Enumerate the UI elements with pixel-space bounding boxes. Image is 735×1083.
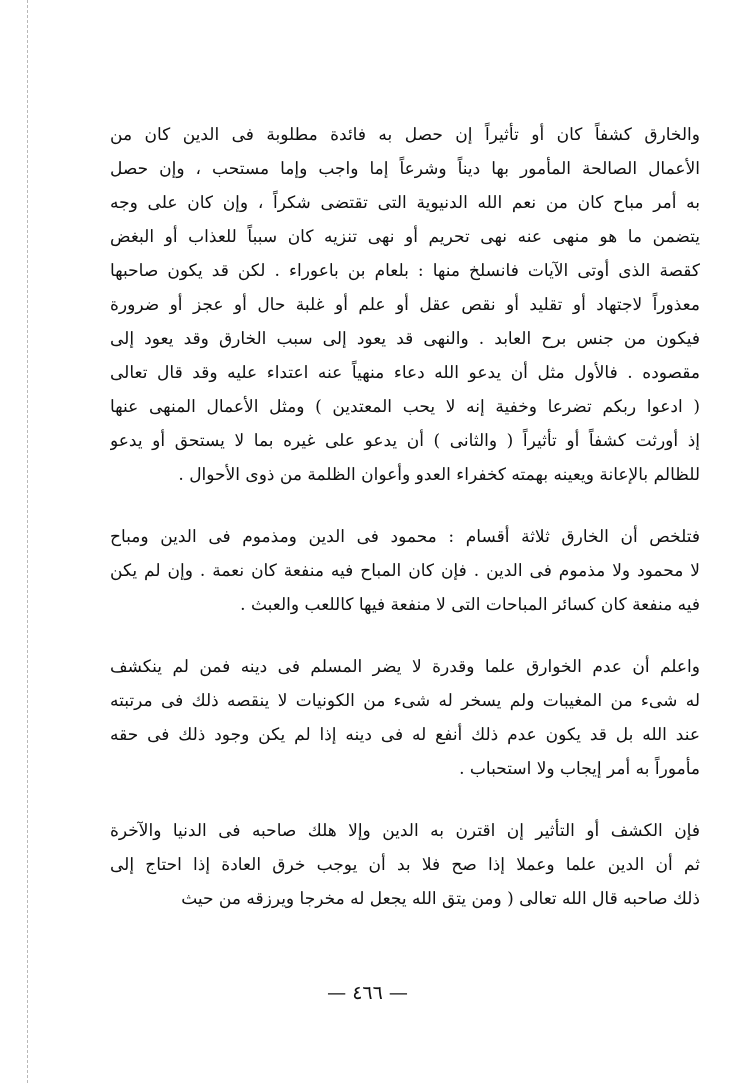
paragraph-gap: [110, 622, 700, 650]
text-line: فيه منفعة كان كسائر المباحات التى لا منفعة فيها كاللعب والعبث .: [240, 595, 700, 615]
text-line: ثم أن الدين علما وعملا إذا صح فلا بد أن يوجب خرق العادة إذا احتاج إلى: [110, 855, 700, 875]
text-line: كقصة الذى أوتى الآيات فانسلخ منها : بلعام بن باعوراء . لكن قد يكون صاحبها: [110, 261, 700, 281]
text-line: عند الله بل قد يكون عدم ذلك أنفع له فى دينه إذا لم يكن وجود ذلك فى حقه: [110, 725, 700, 745]
paragraph-gap: [110, 786, 700, 814]
page-body: [110, 118, 700, 916]
text-line: فيكون من جنس برح العابد . والنهى قد يعود إلى سبب الخارق وقد يعود إلى: [110, 329, 700, 349]
paragraph: [110, 814, 700, 916]
text-line: الأعمال الصالحة المأمور بها ديناً وشرعاً إما واجب وإما مستحب ، وإن حصل: [110, 159, 700, 179]
text-line: معذوراً لاجتهاد أو تقليد أو نقص عقل أو علم أو غلبة حال أو عجز أو ضرورة: [110, 295, 700, 315]
paragraph: [110, 118, 700, 492]
paragraph-gap: [110, 492, 700, 520]
text-line: إذ أورثت كشفاً أو تأثيراً ( والثانى ) أن يدعو على غيره بما لا يستحق أو يدعو: [110, 431, 700, 451]
margin-guide-line: [27, 0, 28, 1083]
text-line: يتضمن ما هو منهى عنه نهى تحريم أو نهى تنزيه كان سبباً للعذاب أو البغض: [110, 227, 700, 247]
text-line: فإن الكشف أو التأثير إن اقترن به الدين وإلا هلك صاحبه فى الدنيا والآخرة: [110, 821, 700, 841]
text-line: مأموراً به أمر إيجاب ولا استحباب .: [459, 759, 700, 779]
paragraph: [110, 650, 700, 786]
text-line: له شىء من المغيبات ولم يسخر له شىء من الكونيات لا ينقصه ذلك فى مرتبته: [110, 691, 700, 711]
text-line: والخارق كشفاً كان أو تأثيراً إن حصل به فائدة مطلوبة فى الدين كان من: [110, 125, 700, 145]
text-line: ( ادعوا ربكم تضرعا وخفية إنه لا يحب المعتدين ) ومثل الأعمال المنهى عنها: [110, 397, 700, 417]
text-line: لا محمود ولا مذموم فى الدين . فإن كان المباح فيه منفعة كان نعمة . وإن لم يكن: [110, 561, 700, 581]
paragraph: [110, 520, 700, 622]
text-line: ذلك صاحبه قال الله تعالى ( ومن يتق الله يجعل له مخرجا ويرزقه من حيث: [181, 889, 700, 909]
text-line: للظالم بالإعانة ويعينه بهمته كخفراء العدو وأعوان الظلمة من ذوى الأحوال .: [178, 465, 700, 485]
text-line: فتلخص أن الخارق ثلاثة أقسام : محمود فى الدين ومذموم فى الدين ومباح: [110, 527, 700, 547]
text-line: مقصوده . فالأول مثل أن يدعو الله دعاء منهياً عنه اعتداء عليه وقد قال تعالى: [110, 363, 700, 383]
page-number: — ٤٦٦ —: [327, 982, 408, 1004]
text-line: واعلم أن عدم الخوارق علما وقدرة لا يضر المسلم فى دينه فمن لم ينكشف: [110, 657, 700, 677]
text-line: به أمر مباح كان من نعم الله الدنيوية التى تقتضى شكراً ، وإن كان على وجه: [110, 193, 700, 213]
